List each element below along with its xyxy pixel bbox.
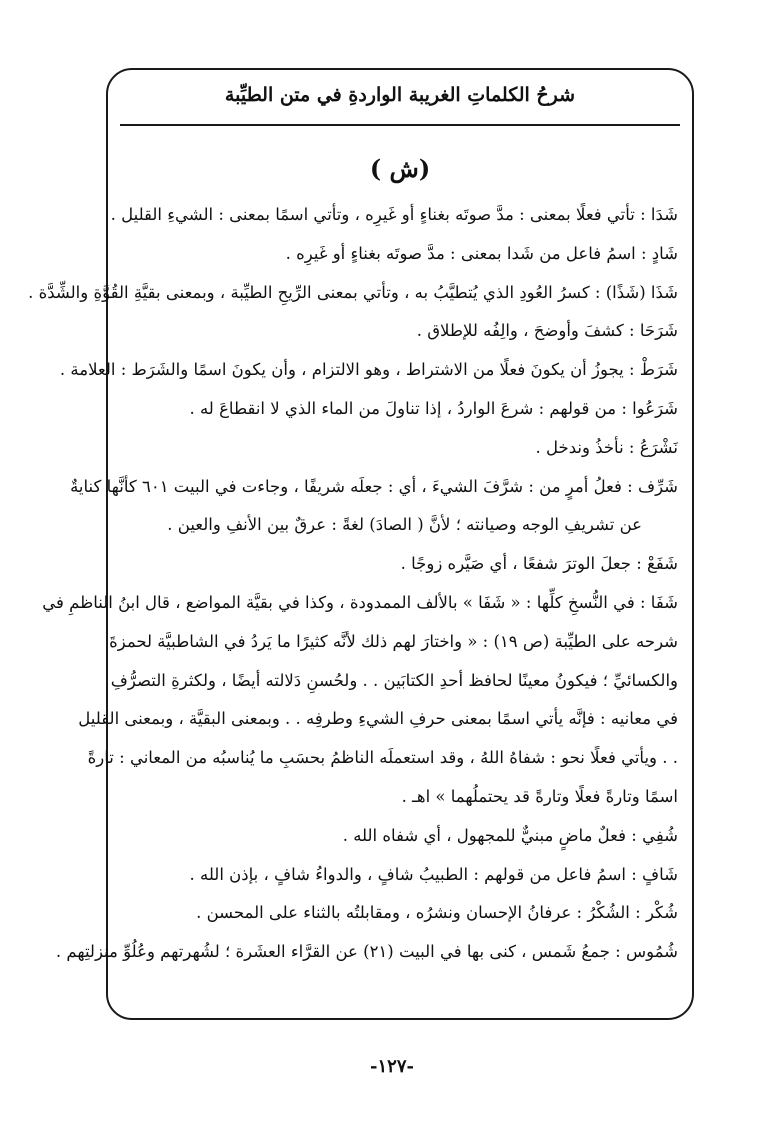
entry-line: في معانيه : فإنَّه يأتي اسمًا بمعنى حرفِ الشيءِ وطرفِه . . وبمعنى البقيَّة ، وبمعنى القليل: [78, 709, 678, 729]
page-header-title: شرحُ الكلماتِ الغريبة الواردةِ في متن الطيِّبة: [224, 84, 576, 106]
page-number: -١٢٧-: [370, 1056, 414, 1077]
entry-line: نَشْرَعُ : نأخذُ وندخل .: [535, 437, 678, 457]
entry-line: شُفِي : فعلٌ ماضٍ مبنيٌّ للمجهول ، أي شفاه الله .: [342, 825, 678, 845]
entry-line: اسمًا وتارةً فعلًا وتارةً قد يحتملُهما » اهـ .: [401, 786, 678, 806]
entry-line: شَرِّف : فعلُ أمرٍ من : شرَّفَ الشيءَ ، أي : جعلَه شريفًا ، وجاءت في البيت ٦٠١ كأنَّها كنايةٌ: [70, 476, 678, 496]
entry-line: شَرَعُوا : من قولهم : شرعَ الواردُ ، إذا تناولَ من الماء الذي لا انقطاعَ له .: [189, 398, 678, 418]
entry-line: شَافٍ : اسمُ فاعل من قولهم : الطبيبُ شافٍ ، والدواءُ شافٍ ، بإذن الله .: [189, 864, 678, 884]
entry-line: شَفَعْ : جعلَ الوترَ شفعًا ، أي صَيَّره زوجًا .: [400, 554, 678, 574]
page-frame: [28, 68, 694, 1020]
entry-line: شَدَا : تأتي فعلًا بمعنى : مدَّ صوتَه بغناءٍ أو غَيرِه ، وتأتي اسمًا بمعنى : الشيءِ القليل .: [110, 205, 678, 224]
section-heading: (ش ): [369, 154, 431, 183]
header-divider: [120, 124, 680, 126]
entry-line: عن تشريفِ الوجه وصيانته ؛ لأنَّ ( الصادَ) لغةً : عرقٌ بين الأنفِ والعين .: [167, 515, 642, 535]
entry-line: شَفَا : في النُّسخِ كلِّها : « شَفَا » بالألف الممدودة ، وكذا في بقيَّة المواضع ، قال ابنُ الناظمِ في: [42, 592, 678, 612]
entry-line: شَرَحَا : كشفَ وأوضحَ ، والِفُه للإطلاق .: [416, 321, 678, 341]
entries-text: [28, 196, 678, 972]
entry-line: شُكْر : الشُكْرُ : عرفانُ الإحسان ونشرُه ، ومقابلتُه بالثناء على المحسن .: [196, 903, 678, 923]
entry-line: . . ويأتي فعلًا نحو : شفاهُ اللهُ ، وقد استعملَه الناظمُ بحسَبِ ما يُناسبُه من المعاني : تارةً: [87, 748, 678, 768]
entry-line: شَرَطْ : يجوزُ أن يكونَ فعلًا من الاشتراط ، وهو الالتزام ، وأن يكونَ اسمًا والشَرَط : العلامة .: [59, 360, 678, 380]
entry-line: شَذَا (شَذًا) : كسرُ العُودِ الذي يُتطيَّبُ به ، وتأتي بمعنى الرِّيحِ الطيِّبة ، وبمعنى بقيَّةِ القُوَّةِ والشِّدَّة .: [28, 282, 678, 302]
entry-line: شُمُوس : جمعُ شَمس ، كنى بها في البيت (٢١) عن القرَّاء العشَرة ؛ لشُهرتهم وعُلُوِّ منزلتِهم .: [55, 942, 678, 962]
entry-line: شرحه على الطيِّبة (ص ١٩) : « واختارَ لهم ذلك لأنَّه كثيرًا ما يَردُ في الشاطبيَّة لحمزةَ: [109, 631, 678, 651]
entry-line: والكسائيِّ ؛ فيكونُ معينًا لحافظ أحدِ الكتابَين . . ولحُسنِ دَلالته أيضًا ، ولكثرةِ التصرُّفِ: [110, 670, 678, 690]
entry-line: شَادٍ : اسمُ فاعل من شَدا بمعنى : مدَّ صوتَه بغناءٍ أو غَيرِه .: [285, 243, 678, 263]
